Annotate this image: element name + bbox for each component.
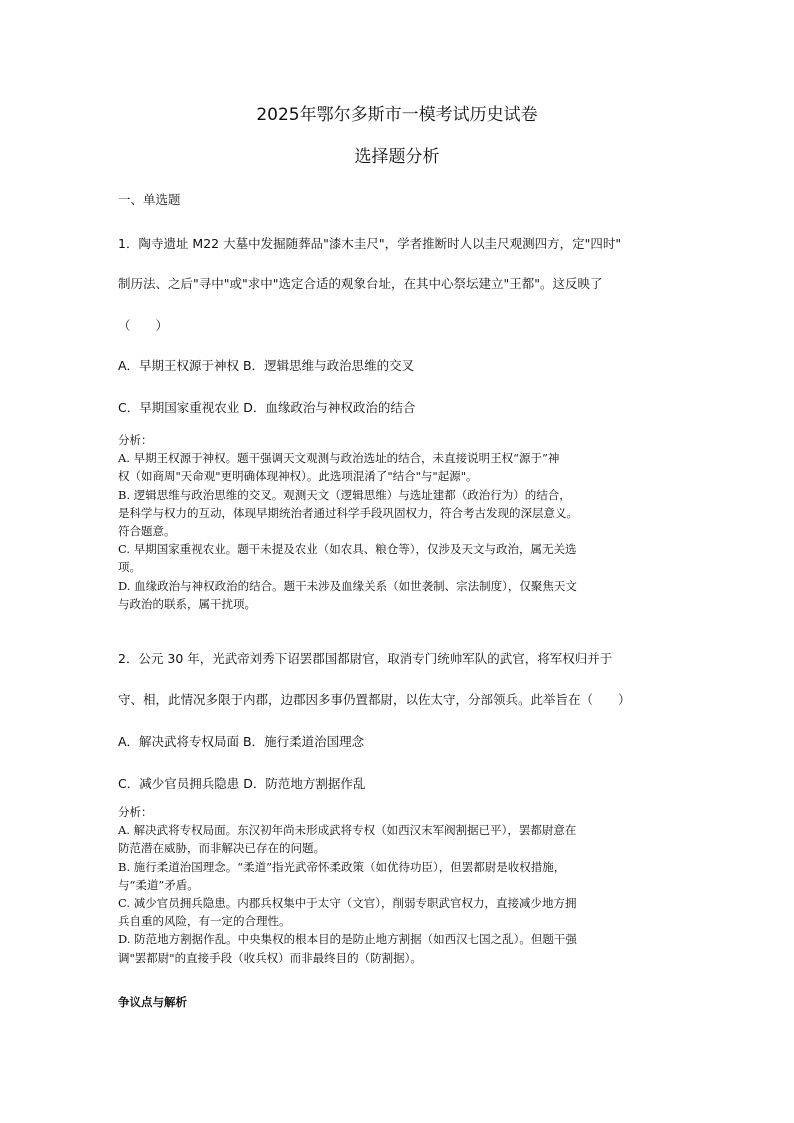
analysis-line: 与政治的联系，属干扰项。	[118, 596, 256, 611]
dispute-heading: 争议点与解析	[118, 995, 187, 1009]
question2-stem-line1: 2．公元 30 年，光武帝刘秀下诏罢郡国都尉官，取消专门统帅军队的武官，将军权归并于	[118, 651, 613, 666]
question1-options-ab: A．早期王权源于神权 B．逻辑思维与政治思维的交叉	[118, 358, 415, 373]
question1-stem-line3: （ ）	[118, 318, 169, 333]
analysis-line: D. 防范地方割据作乱。中央集权的根本目的是防止地方割据（如西汉七国之乱）。但题干强	[118, 932, 577, 947]
question1-analysis	[118, 431, 688, 613]
question1-stem-line2: 制历法、之后"寻中"或"求中"选定合适的观象台址，在其中心祭坛建立"王都"。这反映了	[118, 276, 603, 291]
analysis-line: 符合题意。	[118, 524, 176, 539]
analysis-line: B. 施行柔道治国理念。“柔道”指光武帝怀柔政策（如优待功臣），但罢都尉是收权措施，	[118, 859, 566, 874]
question2-analysis	[118, 803, 688, 967]
analysis-line: D. 血缘政治与神权政治的结合。题干未涉及血缘关系（如世袭制、宗法制度），仅聚焦天文	[118, 578, 577, 593]
question1-options-cd: C．早期国家重视农业 D．血缘政治与神权政治的结合	[118, 400, 416, 415]
analysis-line: 项。	[118, 560, 141, 575]
analysis-heading: 分析：	[118, 805, 153, 819]
analysis-line: 兵自重的风险，有一定的合理性。	[118, 914, 291, 929]
analysis-line: 是科学与权力的互动，体现早期统治者通过科学手段巩固权力，符合考古发现的深层意义。	[118, 505, 578, 520]
analysis-line: C. 减少官员拥兵隐患。内郡兵权集中于太守（文官），削弱专职武官权力，直接减少地方拥	[118, 896, 577, 911]
question2-options-ab: A．解决武将专权局面 B．施行柔道治国理念	[118, 734, 365, 749]
analysis-heading: 分析：	[118, 433, 153, 447]
section-heading: 一、单选题	[118, 192, 181, 207]
analysis-line: A. 早期王权源于神权。题干强调天文观测与政治选址的结合，未直接说明王权“源于”神	[118, 451, 560, 466]
question2-stem-line2: 守、相，此情况多限于内郡，边郡因多事仍置都尉，以佐太守，分部领兵。此举旨在（ ）	[118, 692, 631, 707]
analysis-line: B. 逻辑思维与政治思维的交叉。观测天文（逻辑思维）与选址建都（政治行为）的结合，	[118, 487, 571, 502]
document-title: 2025年鄂尔多斯市一模考试历史试卷	[256, 105, 538, 125]
document-subtitle: 选择题分析	[354, 147, 440, 167]
analysis-line: A. 解决武将专权局面。东汉初年尚未形成武将专权（如西汉末军阀割据已平），罢都尉意在	[118, 823, 577, 838]
analysis-line: 调"罢都尉"的直接手段（收兵权）而非最终目的（防割据）。	[118, 950, 422, 965]
analysis-line: 防范潜在威胁，而非解决已存在的问题。	[118, 841, 325, 856]
analysis-line: 与“柔道”矛盾。	[118, 877, 199, 892]
analysis-line: 权（如商周"天命观"更明确体现神权）。此选项混淆了"结合"与"起源"。	[118, 469, 478, 484]
question2-options-cd: C．减少官员拥兵隐患 D．防范地方割据作乱	[118, 776, 366, 791]
question1-stem-line1: 1．陶寺遗址 M22 大墓中发掘随葬品"漆木圭尺"，学者推断时人以圭尺观测四方，定"四时"	[118, 236, 622, 251]
analysis-line: C. 早期国家重视农业。题干未提及农业（如农具、粮仓等），仅涉及天文与政治，属无关选	[118, 542, 577, 557]
